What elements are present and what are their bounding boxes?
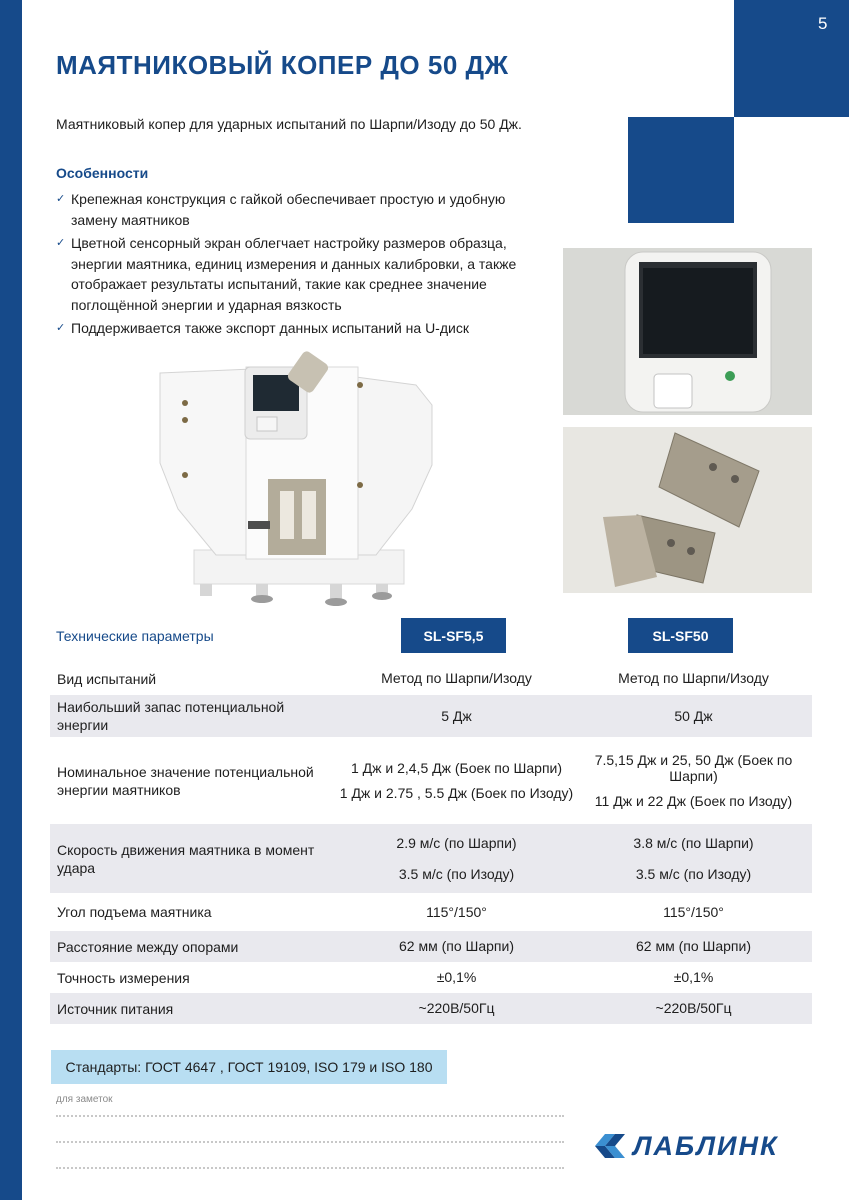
standards-banner: Стандарты: ГОСТ 4647 , ГОСТ 19109, ISO 179 и ISO 180 — [51, 1050, 447, 1084]
value-model-a: Метод по Шарпи/Изоду — [381, 670, 532, 687]
row-label: Вид испытаний — [57, 670, 157, 687]
table-row — [50, 737, 812, 824]
table-row — [50, 662, 812, 695]
value-line: 1 Дж и 2,4,5 Дж (Боек по Шарпи) — [350, 760, 563, 776]
touchscreen-photo — [563, 248, 812, 415]
value-model-b: 115°/150° — [663, 903, 724, 920]
features-list — [56, 189, 546, 342]
feature-item — [56, 189, 546, 230]
feature-text: Цветной сенсорный экран облегчает настройку размеров образца, энергии маятника, единиц измерения и данных калибровки, а также отображает результаты испытаний, такие как среднее значение поглощённой энергии и ударная вязкость — [71, 235, 517, 313]
notes-line — [56, 1115, 564, 1117]
value-model-b: ±0,1% — [673, 969, 714, 986]
table-row — [50, 824, 812, 893]
row-label: Расстояние между опорами — [57, 938, 239, 955]
value-model-a: ~220В/50Гц — [418, 1000, 495, 1017]
company-logo — [593, 1130, 779, 1162]
value-line: 3.5 м/с (по Изоду) — [398, 865, 515, 882]
specs-heading: Технические параметры — [56, 628, 214, 644]
feature-text: Крепежная конструкция с гайкой обеспечивает простую и удобную замену маятников — [71, 191, 506, 228]
value-model-b: 50 Дж — [674, 707, 713, 724]
row-label: Источник питания — [57, 1000, 174, 1017]
value-line: 2.9 м/с (по Шарпи) — [396, 835, 517, 851]
value-model-a: 5 Дж — [441, 707, 472, 724]
value-model-a: ±0,1% — [436, 969, 477, 986]
notes-label: для заметок — [56, 1094, 113, 1105]
feature-text: Поддерживается также экспорт данных испытаний на U-диск — [71, 320, 469, 336]
value-line: 7.5,15 Дж и 25, 50 Дж (Боек по Шарпи) — [594, 751, 793, 785]
specs-table — [50, 662, 812, 1024]
table-row — [50, 695, 812, 737]
features-heading: Особенности — [56, 165, 149, 181]
clamp-photo — [563, 427, 812, 593]
value-line: 3.8 м/с (по Шарпи) — [633, 835, 754, 851]
left-brand-bar — [0, 0, 22, 1200]
intro-text: Маятниковый копер для ударных испытаний по Шарпи/Изоду до 50 Дж. — [56, 116, 522, 132]
table-row — [50, 993, 812, 1024]
feature-item — [56, 233, 546, 315]
page-title: МАЯТНИКОВЫЙ КОПЕР ДО 50 ДЖ — [56, 50, 509, 80]
notes-line — [56, 1167, 564, 1169]
value-model-b — [575, 835, 812, 882]
logo-mark-icon — [593, 1130, 627, 1162]
value-model-b — [575, 752, 812, 810]
row-label: Наибольший запас потенциальной энергии — [57, 699, 285, 733]
feature-item — [56, 318, 546, 339]
corner-block-mid — [628, 117, 734, 223]
value-model-b: Метод по Шарпи/Изоду — [618, 670, 769, 687]
value-line: 3.5 м/с (по Изоду) — [635, 865, 752, 882]
row-label: Угол подъема маятника — [57, 904, 212, 920]
corner-block-top — [734, 0, 849, 117]
value-line: 11 Дж и 22 Дж (Боек по Изоду) — [594, 792, 793, 809]
check-icon: ✓ — [56, 322, 66, 334]
model-badge-sl-sf50: SL-SF50 — [628, 618, 733, 653]
table-row — [50, 931, 812, 962]
value-model-a: 62 мм (по Шарпи) — [399, 938, 514, 955]
value-model-b: ~220В/50Гц — [655, 1000, 732, 1017]
machine-photo — [150, 345, 440, 610]
row-label: Скорость движения маятника в момент удара — [57, 841, 315, 876]
page-number: 5 — [818, 14, 828, 33]
logo-text: ЛАБЛИНК — [633, 1130, 779, 1161]
value-model-a — [338, 835, 575, 882]
value-model-b: 62 мм (по Шарпи) — [636, 938, 751, 955]
table-row — [50, 893, 812, 931]
check-icon: ✓ — [56, 193, 66, 205]
row-label: Номинальное значение потенциальной энергии маятников — [57, 763, 314, 798]
table-row — [50, 962, 812, 993]
check-icon: ✓ — [56, 237, 66, 249]
model-badge-sl-sf5-5: SL-SF5,5 — [401, 618, 506, 653]
value-model-a — [338, 760, 575, 801]
row-label: Точность измерения — [57, 969, 190, 986]
value-model-a: 115°/150° — [426, 903, 487, 920]
value-line: 1 Дж и 2.75 , 5.5 Дж (Боек по Изоду) — [339, 784, 574, 801]
notes-line — [56, 1141, 564, 1143]
